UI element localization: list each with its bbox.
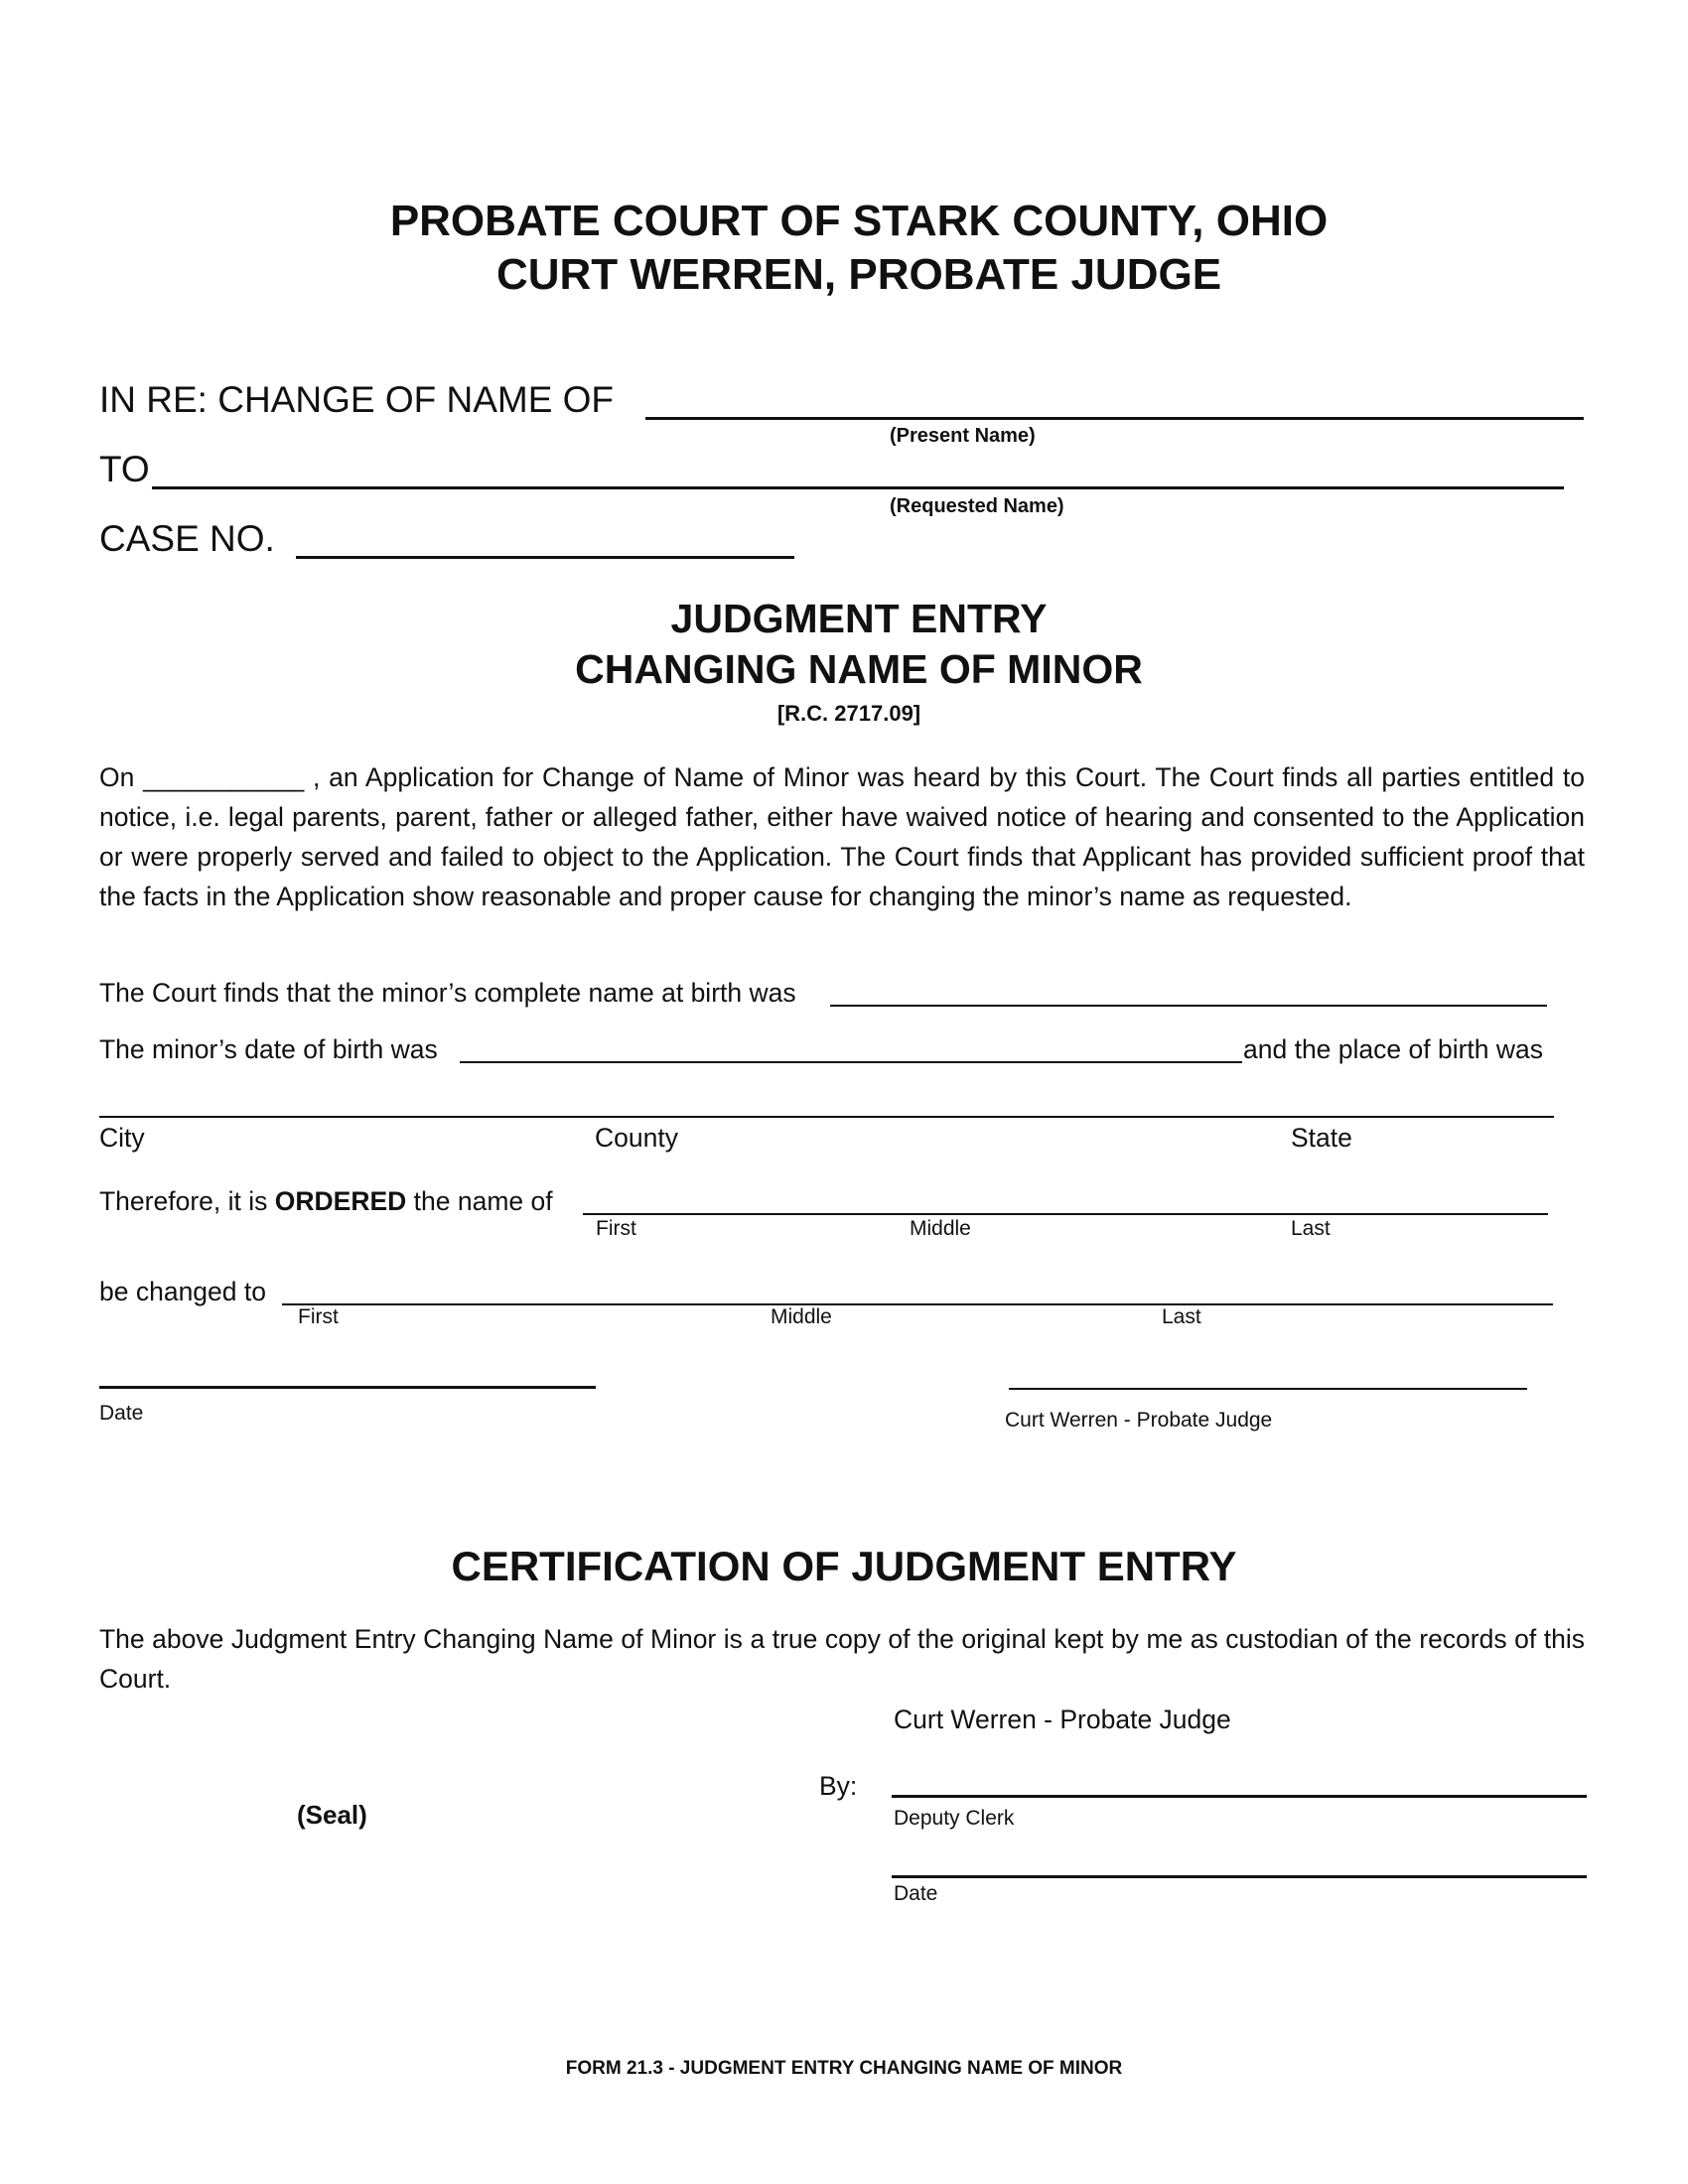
hearing-date-blank[interactable]: ___________ bbox=[143, 762, 305, 792]
requested-name-label: (Requested Name) bbox=[890, 495, 1064, 517]
therefore-prefix: Therefore, it is bbox=[99, 1186, 268, 1216]
birth-name-field[interactable] bbox=[830, 1005, 1547, 1007]
requested-name-field[interactable] bbox=[152, 486, 1564, 489]
changed-to-label: be changed to bbox=[99, 1277, 266, 1306]
birth-name-label: The Court finds that the minor’s complete name at birth was bbox=[99, 978, 796, 1008]
place-of-birth-label: and the place of birth was bbox=[1243, 1034, 1543, 1064]
present-name-label: (Present Name) bbox=[890, 425, 1036, 447]
therefore-ordered-line bbox=[99, 1181, 553, 1221]
certification-text: The above Judgment Entry Changing Name of Minor is a true copy of the original kept by me as custodian of the records of this Court. bbox=[99, 1624, 1585, 1694]
by-label: By: bbox=[819, 1771, 858, 1801]
new-last-label: Last bbox=[1162, 1305, 1201, 1328]
certification-judge-name: Curt Werren - Probate Judge bbox=[894, 1705, 1231, 1734]
entry-title-line1: JUDGMENT ENTRY bbox=[670, 596, 1048, 641]
judge-signature-field[interactable] bbox=[1009, 1388, 1527, 1390]
present-first-label: First bbox=[596, 1217, 636, 1240]
deputy-clerk-label: Deputy Clerk bbox=[894, 1807, 1015, 1830]
entry-title-line2: CHANGING NAME OF MINOR bbox=[575, 646, 1143, 692]
findings-text: , an Application for Change of Name of Minor was heard by this Court. The Court finds all parties entitled to notice, i.e. legal parents, parent, father or alleged father, either have waived notice of hearing and consented to the Application or were properly served and failed to object to the Application. The Court finds that Applicant has provided sufficient proof that the facts in the Application show reasonable and proper cause for changing the minor’s name as requested. bbox=[99, 762, 1585, 911]
findings-paragraph bbox=[99, 757, 1585, 916]
judgment-date-field[interactable] bbox=[99, 1386, 596, 1389]
court-name: PROBATE COURT OF STARK COUNTY, OHIO bbox=[389, 197, 1329, 245]
present-name-field[interactable] bbox=[645, 417, 1584, 420]
dob-label: The minor’s date of birth was bbox=[99, 1034, 438, 1064]
case-no-label: CASE NO. bbox=[99, 518, 275, 559]
state-label: State bbox=[1291, 1123, 1352, 1153]
new-middle-label: Middle bbox=[771, 1305, 832, 1328]
ordered-word: ORDERED bbox=[274, 1186, 407, 1216]
new-full-name-field[interactable] bbox=[282, 1303, 1553, 1305]
deputy-clerk-signature-field[interactable] bbox=[892, 1795, 1587, 1798]
certification-date-field[interactable] bbox=[892, 1875, 1587, 1878]
seal-label: (Seal) bbox=[297, 1800, 367, 1830]
dob-field[interactable] bbox=[460, 1061, 1242, 1063]
therefore-suffix: the name of bbox=[413, 1186, 553, 1216]
in-re-label: IN RE: CHANGE OF NAME OF bbox=[99, 379, 615, 420]
judge-signature-label: Curt Werren - Probate Judge bbox=[1005, 1409, 1273, 1432]
present-last-label: Last bbox=[1291, 1217, 1331, 1240]
county-label: County bbox=[595, 1123, 678, 1153]
present-middle-label: Middle bbox=[910, 1217, 971, 1240]
on-label: On bbox=[99, 762, 135, 792]
city-label: City bbox=[99, 1123, 145, 1153]
present-full-name-field[interactable] bbox=[583, 1213, 1548, 1215]
certification-title: CERTIFICATION OF JUDGMENT ENTRY bbox=[451, 1543, 1237, 1589]
judgment-date-label: Date bbox=[99, 1402, 144, 1425]
statute-reference: [R.C. 2717.09] bbox=[776, 701, 921, 726]
form-footer: FORM 21.3 - JUDGMENT ENTRY CHANGING NAME OF MINOR bbox=[565, 2058, 1123, 2079]
certification-date-label: Date bbox=[894, 1882, 938, 1905]
to-label: TO bbox=[99, 449, 150, 489]
new-first-label: First bbox=[298, 1305, 339, 1328]
case-no-field[interactable] bbox=[296, 556, 794, 559]
judge-title: CURT WERREN, PROBATE JUDGE bbox=[495, 250, 1222, 299]
